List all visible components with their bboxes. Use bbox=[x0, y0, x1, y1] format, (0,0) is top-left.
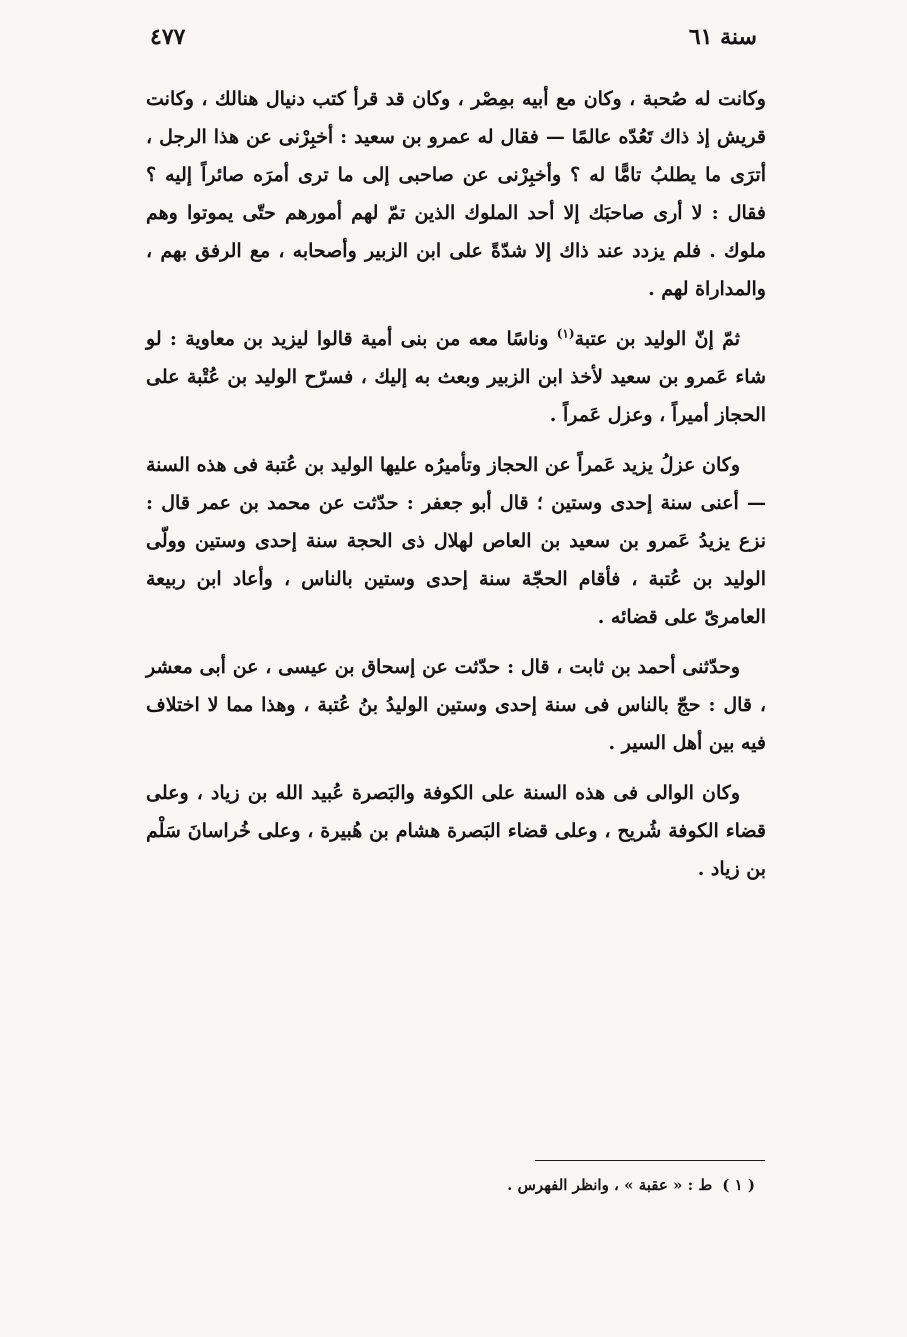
paragraph-1: وكانت له صُحبة ، وكان مع أبيه بمِصْر ، وكان قد قرأ كتب دنيال هنالك ، وكانت قريش إذ ذاك تَعُدّه عالمًا — فقال له عمرو بن سعيد : أخبِرْنى عن هذا الرجل ، أترَى ما يطلبُ تامًّا له ؟ وأخبِرْنى عن صاحبى إلى ما ترى أمرَه صائراً إليه ؟ فقال : لا أرى صاحبَك إلا أحد الملوك الذين تمّ لهم أمورهم حتّى يموتوا وهم ملوك . فلم يزدد عند ذاك إلا شدّةً على ابن الزبير وأصحابه ، مع الرفق بهم ، والمداراة لهم . bbox=[146, 88, 766, 300]
paragraph-4: وحدّثنى أحمد بن ثابت ، قال : حدّثت عن إسحاق بن عيسى ، عن أبى معشر ، قال : حجّ بالناس فى سنة إحدى وستين الوليدُ بنُ عُتبة ، وهذا مما لا اختلاف فيه بين أهل السير . bbox=[146, 656, 766, 754]
paragraph-2 bbox=[146, 320, 766, 434]
footnote-reference[interactable]: (١) bbox=[556, 326, 575, 341]
footnote-divider bbox=[535, 1160, 765, 1161]
paragraph-5: وكان الوالى فى هذه السنة على الكوفة والبَصرة عُبيد الله بن زياد ، وعلى قضاء الكوفة شُريح ، وعلى قضاء البَصرة هشام بن هُبيرة ، وعلى خُراسانَ سَلْم بن زياد . bbox=[146, 782, 766, 880]
footnote-text: ط : « عقبة » ، وانظر الفهرس . bbox=[507, 1176, 713, 1194]
page-number: ٤٧٧ bbox=[150, 24, 186, 50]
running-head-year: سنة ٦١ bbox=[688, 24, 757, 50]
page-body bbox=[146, 80, 766, 900]
footnote-number: ( ١ ) bbox=[722, 1176, 755, 1194]
paragraph-2-rest: وناسًا معه من بنى أمية قالوا ليزيد بن معاوية : لو شاء عَمرو بن سعيد لأخذ ابن الزبير وبعث به إليك ، فسرّح الوليد بن عُتْبة على الحجاز أميراً ، وعزل عَمراً . bbox=[146, 328, 766, 426]
paragraph-3: وكان عزلُ يزيد عَمراً عن الحجاز وتأميرُه عليها الوليد بن عُتبة فى هذه السنة — أعنى سنة إحدى وستين ؛ قال أبو جعفر : حدّثت عن محمد بن عمر قال : نزع يزيدُ عَمرو بن سعيد بن العاص لهلال ذى الحجة سنة إحدى وستين وولّى الوليد بن عُتبة ، فأقام الحجّة سنة إحدى وستين بالناس ، وأعاد ابن ربيعة العامرىّ على قضائه . bbox=[146, 454, 766, 628]
footnote bbox=[507, 1176, 755, 1194]
page-header bbox=[150, 24, 757, 60]
paragraph-2-start: ثمّ إنّ الوليد بن عتبة bbox=[574, 328, 741, 350]
